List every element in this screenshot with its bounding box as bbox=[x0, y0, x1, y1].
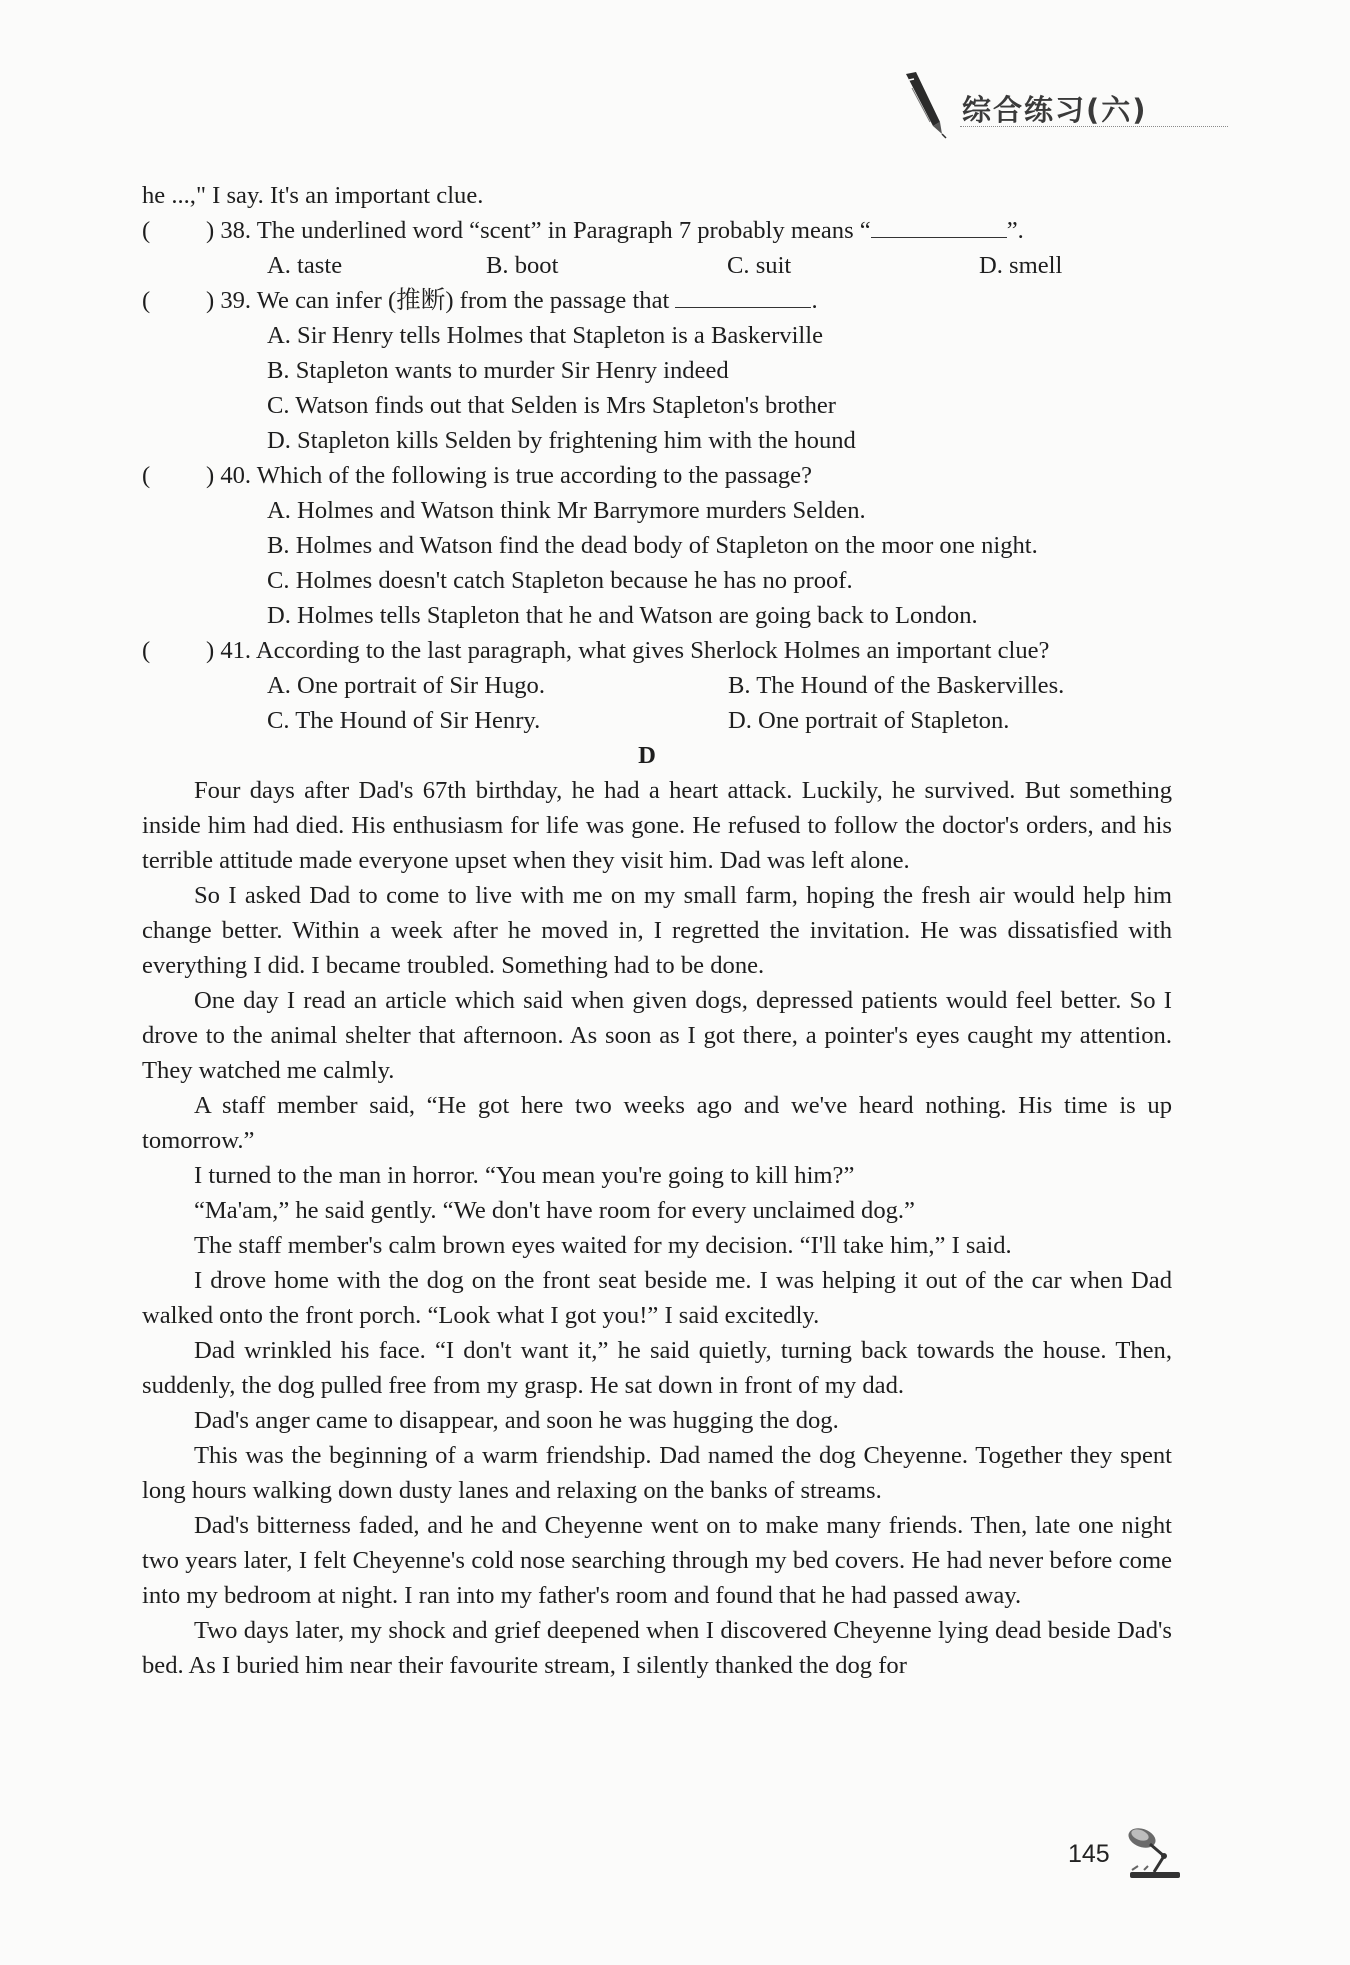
option-a: A. Holmes and Watson think Mr Barrymore murders Selden. bbox=[267, 497, 866, 524]
options-41-row1 bbox=[142, 668, 1172, 703]
reading-passage bbox=[142, 773, 1172, 1683]
question-39 bbox=[142, 283, 1172, 318]
option-d: D. smell bbox=[979, 252, 1063, 279]
question-text: ) 38. The underlined word “scent” in Paragraph 7 probably means “ bbox=[206, 217, 871, 244]
question-41 bbox=[142, 633, 1172, 668]
option-b: B. boot bbox=[486, 252, 559, 279]
option-b: B. The Hound of the Baskervilles. bbox=[728, 672, 1065, 699]
option-c: C. Holmes doesn't catch Stapleton because he has no proof. bbox=[267, 567, 853, 594]
question-text-end: . bbox=[811, 287, 818, 314]
passage-paragraph: Two days later, my shock and grief deepened when I discovered Cheyenne lying dead beside Dad's bed. As I buried him near their favourite stream, I silently thanked the dog for bbox=[142, 1617, 1172, 1679]
option-b: B. Holmes and Watson find the dead body of Stapleton on the moor one night. bbox=[267, 532, 1038, 559]
passage-paragraph: Dad's anger came to disappear, and soon he was hugging the dog. bbox=[194, 1407, 839, 1434]
answer-bracket: ( bbox=[142, 217, 151, 244]
passage-paragraph: Four days after Dad's 67th birthday, he had a heart attack. Luckily, he survived. But something inside him had died. His enthusiasm for life was gone. He refused to follow the doctor's orders, and his terrible attitude made everyone upset when they visit him. Dad was left alone. bbox=[142, 777, 1172, 874]
options-38 bbox=[142, 248, 1172, 283]
passage-paragraph: I turned to the man in horror. “You mean you're going to kill him?” bbox=[194, 1162, 855, 1189]
desk-lamp-icon bbox=[1124, 1826, 1186, 1882]
page-title: 综合练习(六) bbox=[962, 93, 1148, 127]
passage-paragraph: “Ma'am,” he said gently. “We don't have room for every unclaimed dog.” bbox=[194, 1197, 915, 1224]
passage-paragraph: I drove home with the dog on the front seat beside me. I was helping it out of the car when Dad walked onto the front porch. “Look what I got you!” I said excitedly. bbox=[142, 1267, 1172, 1329]
header-divider bbox=[960, 126, 1228, 127]
passage-paragraph: The staff member's calm brown eyes waited for my decision. “I'll take him,” I said. bbox=[194, 1232, 1012, 1259]
option-c: C. suit bbox=[727, 252, 792, 279]
page-footer bbox=[1068, 1826, 1188, 1886]
option-a: A. taste bbox=[267, 252, 343, 279]
answer-bracket: ( bbox=[142, 462, 151, 489]
option-b: B. Stapleton wants to murder Sir Henry indeed bbox=[267, 357, 729, 384]
carry-over-text: he ...," I say. It's an important clue. bbox=[142, 182, 484, 209]
question-text: ) 41. According to the last paragraph, what gives Sherlock Holmes an important clue? bbox=[206, 637, 1050, 664]
option-d: D. Holmes tells Stapleton that he and Watson are going back to London. bbox=[267, 602, 978, 629]
passage-paragraph: One day I read an article which said when given dogs, depressed patients would feel better. So I drove to the animal shelter that afternoon. As soon as I got there, a pointer's eyes caught my attention. They watched me calmly. bbox=[142, 987, 1172, 1084]
question-text-end: ”. bbox=[1006, 217, 1024, 244]
answer-bracket: ( bbox=[142, 287, 151, 314]
passage-paragraph: Dad wrinkled his face. “I don't want it,” he said quietly, turning back towards the house. Then, suddenly, the dog pulled free from my grasp. He sat down in front of my dad. bbox=[142, 1337, 1172, 1399]
options-41-row2 bbox=[142, 703, 1172, 738]
question-38 bbox=[142, 213, 1172, 248]
option-a: A. One portrait of Sir Hugo. bbox=[267, 672, 546, 699]
question-text: ) 39. We can infer (推断) from the passage that bbox=[206, 287, 670, 314]
passage-paragraph: A staff member said, “He got here two weeks ago and we've heard nothing. His time is up tomorrow.” bbox=[142, 1092, 1172, 1154]
passage-paragraph: This was the beginning of a warm friendship. Dad named the dog Cheyenne. Together they spent long hours walking down dusty lanes and relaxing on the banks of streams. bbox=[142, 1442, 1172, 1504]
page-content bbox=[142, 178, 1172, 1683]
option-c: C. Watson finds out that Selden is Mrs Stapleton's brother bbox=[267, 392, 836, 419]
page-header bbox=[900, 70, 1330, 140]
question-40 bbox=[142, 458, 1172, 493]
passage-paragraph: So I asked Dad to come to live with me on my small farm, hoping the fresh air would help him change better. Within a week after he moved in, I regretted the invitation. He was dissatisfied with everything I did. I became troubled. Something had to be done. bbox=[142, 882, 1172, 979]
pen-icon bbox=[900, 70, 950, 140]
option-a: A. Sir Henry tells Holmes that Stapleton is a Baskerville bbox=[267, 322, 824, 349]
section-heading: D bbox=[638, 742, 656, 769]
page-number: 145 bbox=[1068, 1840, 1110, 1868]
answer-blank[interactable] bbox=[675, 285, 811, 308]
option-c: C. The Hound of Sir Henry. bbox=[267, 707, 541, 734]
option-d: D. Stapleton kills Selden by frightening him with the hound bbox=[267, 427, 856, 454]
option-d: D. One portrait of Stapleton. bbox=[728, 707, 1010, 734]
answer-blank[interactable] bbox=[871, 215, 1007, 238]
question-text: ) 40. Which of the following is true according to the passage? bbox=[206, 462, 813, 489]
passage-paragraph: Dad's bitterness faded, and he and Cheyenne went on to make many friends. Then, late one night two years later, I felt Cheyenne's cold nose searching through my bed covers. He had never before come into my bedroom at night. I ran into my father's room and found that he had passed away. bbox=[142, 1512, 1172, 1609]
answer-bracket: ( bbox=[142, 637, 151, 664]
